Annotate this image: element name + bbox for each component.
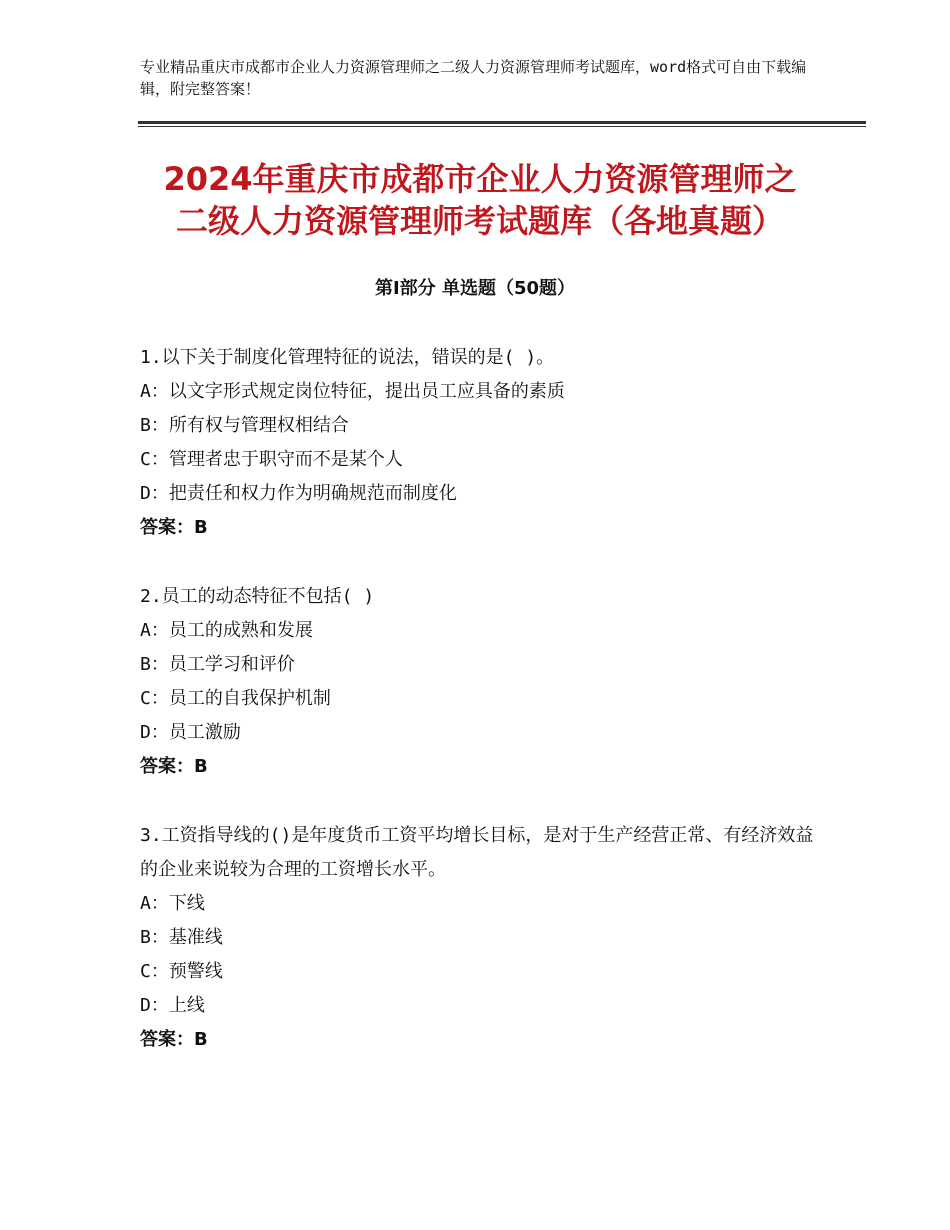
option-d: D：员工激励 bbox=[140, 722, 241, 743]
option-a: A：员工的成熟和发展 bbox=[140, 620, 313, 641]
title-line-1: 2024年重庆市成都市企业人力资源管理师之 bbox=[163, 160, 797, 198]
question-stem: 1.以下关于制度化管理特征的说法，错误的是( )。 bbox=[140, 347, 555, 368]
title-line-2: 二级人力资源管理师考试题库（各地真题） bbox=[175, 202, 784, 240]
option-b: B：基准线 bbox=[140, 927, 223, 948]
header-divider-thin bbox=[138, 126, 866, 127]
option-a: A：下线 bbox=[140, 893, 205, 914]
option-b: B：员工学习和评价 bbox=[140, 654, 295, 675]
question-3 bbox=[140, 819, 820, 1057]
question-stem: 2.员工的动态特征不包括( ) bbox=[140, 586, 375, 607]
option-b: B：所有权与管理权相结合 bbox=[140, 415, 349, 436]
question-stem: 3.工资指导线的()是年度货币工资平均增长目标，是对于生产经营正常、有经济效益的企业来说较为合理的工资增长水平。 bbox=[140, 825, 814, 880]
header-divider-thick bbox=[138, 121, 866, 124]
option-c: C：员工的自我保护机制 bbox=[140, 688, 331, 709]
option-d: D：上线 bbox=[140, 995, 205, 1016]
header-note: 专业精品重庆市成都市企业人力资源管理师之二级人力资源管理师考试题库，word格式可自由下载编辑，附完整答案！ bbox=[140, 58, 807, 98]
answer: 答案：B bbox=[140, 756, 208, 777]
option-a: A：以文字形式规定岗位特征，提出员工应具备的素质 bbox=[140, 381, 565, 402]
section-title: 第Ⅰ部分 单选题（50题） bbox=[374, 278, 575, 299]
option-c: C：预警线 bbox=[140, 961, 223, 982]
answer: 答案：B bbox=[140, 1029, 208, 1050]
option-d: D：把责任和权力作为明确规范而制度化 bbox=[140, 483, 457, 504]
answer: 答案：B bbox=[140, 517, 208, 538]
question-1 bbox=[140, 341, 820, 545]
document-title bbox=[100, 158, 860, 242]
option-c: C：管理者忠于职守而不是某个人 bbox=[140, 449, 403, 470]
question-2 bbox=[140, 580, 820, 784]
